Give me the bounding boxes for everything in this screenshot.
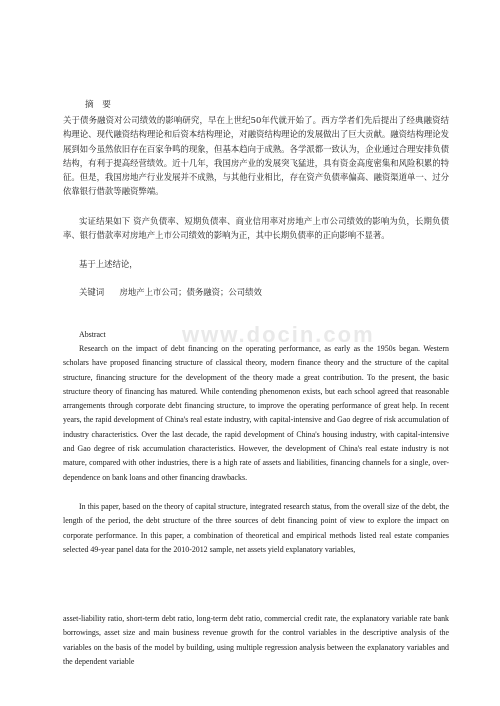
- abstract-cn-title: 摘 要: [85, 100, 111, 110]
- keywords-value: 房地产上市公司；债务融资；公司绩效: [119, 287, 262, 297]
- abstract-en-paragraph-2: In this paper, based on the theory of capital structure, integrated research status, from the overall size of the debt, the length of the period, the debt structure of the three sources of debt financing point of view to explore the impact on corporate performance. In this paper, a combination of theoretical and empirical methods listed real estate companies selected 49-year panel data for the 2010-2012 sample, net assets yield explanatory variables,: [63, 502, 449, 554]
- abstract-en-continuation: [63, 612, 449, 669]
- keywords-label: 关键词: [79, 287, 105, 297]
- abstract-cn-results: [63, 214, 449, 243]
- abstract-cn-paragraph-1: 关于债务融资对公司绩效的影响研究，早在上世纪50年代就开始了。西方学者们先后提出了经典融资结构理论、现代融资结构理论和后资本结构理论，对融资结构理论的发展做出了巨大贡献。融资结构理论发展到如今虽然依旧存在百家争鸣的现象，但基本趋向于成熟。各学派都一致认为，企业通过合理安排负债结构，有利于提高经营绩效。近十几年，我国房产业的发展突飞猛进，具有资金高度密集和风险积累的特征。但是，我国房地产行业发展并不成熟，与其他行业相比，存在资产负债率偏高、融资渠道单一、过分依靠银行借款等融资弊端。: [63, 115, 449, 197]
- keywords-row: [63, 285, 449, 299]
- abstract-en-method: [63, 500, 449, 557]
- abstract-en-body: [63, 342, 449, 485]
- abstract-cn-paragraph-2: 实证结果如下 资产负债率、短期负债率、商业信用率对房地产上市公司绩效的影响为负，长期负债率、银行借款率对房地产上市公司绩效的影响为正，其中长期负债率的正向影响不显著。: [63, 216, 449, 241]
- abstract-en-heading: [63, 328, 449, 342]
- abstract-cn-heading: [63, 98, 449, 112]
- abstract-cn-paragraph-3: 基于上述结论，: [79, 259, 138, 269]
- watermark-text: www.docin.com: [182, 322, 375, 347]
- abstract-cn-body: [63, 113, 449, 199]
- abstract-en-paragraph-3: asset-liability ratio, short-term debt ratio, long-term debt ratio, commercial credit rate, the explanatory variable rate bank borrowings, asset size and main business revenue growth for the control variables in the descriptive analysis of the variables on the basis of the model by building, using multiple regression analysis between the explanatory variables and the dependent variable: [63, 614, 449, 666]
- abstract-en-title: Abstract: [79, 330, 106, 339]
- abstract-cn-conclusion: [63, 257, 449, 271]
- abstract-en-paragraph-1: Research on the impact of debt financing on the operating performance, as early as the 1950s began. Western scholars have proposed financing structure of classical theory, modern finance theory and the structure of the capital structure, financing structure for the development of the theory made a great contribution. To the present, the basic structure theory of financing has matured. While contending phenomenon exists, but each school agreed that reasonable arrangements through corporate debt financing structure, to improve the operating performance of great help. In recent years, the rapid development of China's real estate industry, with capital-intensive and Gao degree of risk accumulation of industry characteristics. Over the last decade, the rapid development of China's housing industry, with capital-intensive and Gao degree of risk accumulation characteristics. However, the development of China's real estate industry is not mature, compared with other industries, there is a high rate of assets and liabilities, financing channels for a single, over-dependence on bank loans and other financing drawbacks.: [63, 344, 449, 482]
